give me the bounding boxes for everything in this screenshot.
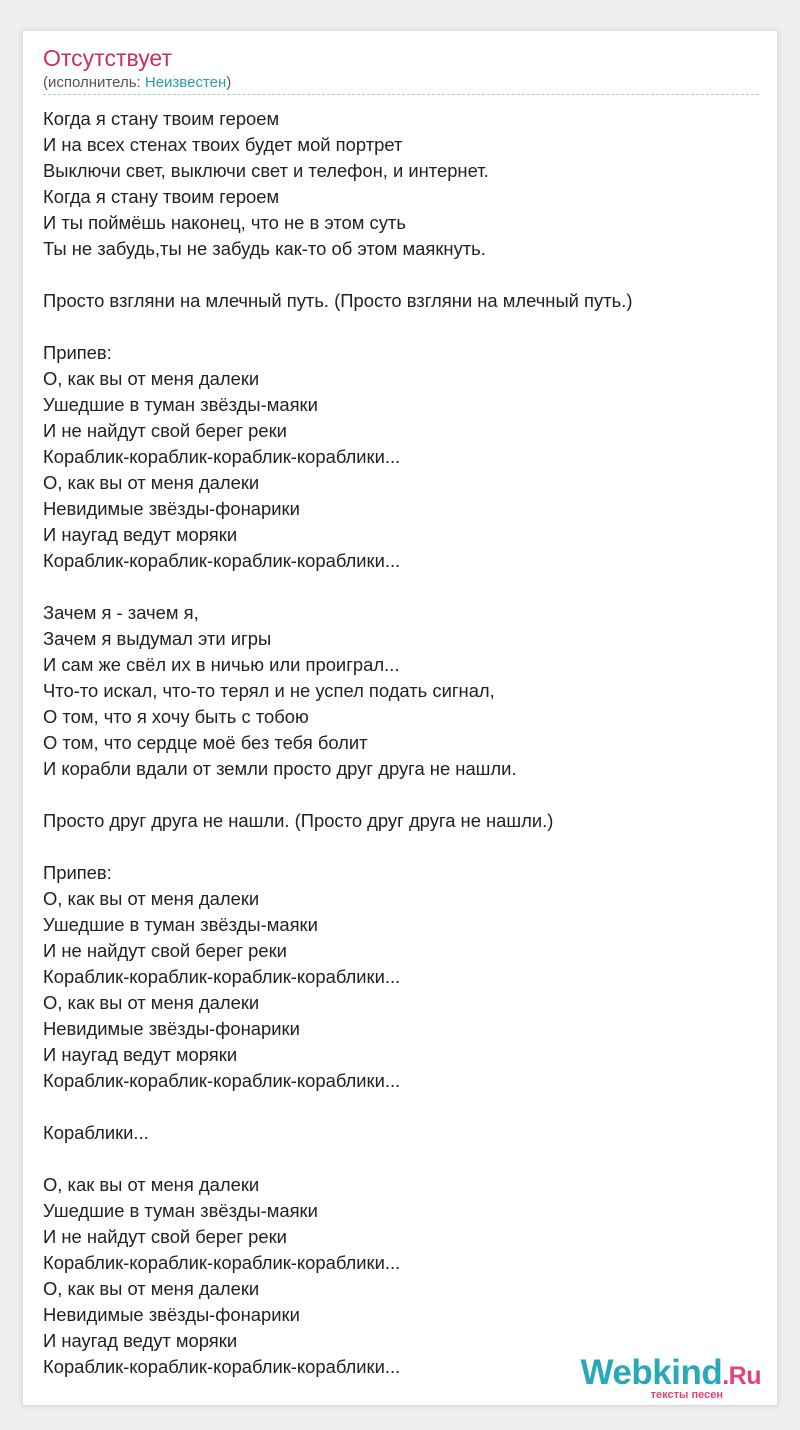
lyric-line [43, 782, 759, 808]
lyric-line: Просто друг друга не нашли. (Просто друг друга не нашли.) [43, 810, 554, 831]
lyric-line: И на всех стенах твоих будет мой портрет [43, 134, 403, 155]
lyric-line: О, как вы от меня далеки [43, 888, 260, 909]
lyric-line: Кораблик-кораблик-кораблик-кораблики... [43, 1070, 401, 1091]
dashed-divider [43, 94, 759, 95]
lyric-line: Когда я стану твоим героем [43, 186, 280, 207]
lyric-line: О том, что я хочу быть с тобою [43, 706, 309, 727]
lyric-line: Кораблик-кораблик-кораблик-кораблики... [43, 446, 401, 467]
lyric-line: Что-то искал, что-то терял и не успел подать сигнал, [43, 680, 495, 701]
lyric-line: Просто взгляни на млечный путь. (Просто взгляни на млечный путь.) [43, 290, 633, 311]
lyric-line: Кораблики... [43, 1122, 149, 1143]
song-title: Отсутствует [43, 45, 172, 71]
lyrics-text [43, 106, 759, 1380]
lyric-line: И наугад ведут моряки [43, 1330, 238, 1351]
lyric-line [43, 1146, 759, 1172]
lyric-line: И наугад ведут моряки [43, 1044, 238, 1065]
lyric-line: Выключи свет, выключи свет и телефон, и интернет. [43, 160, 489, 181]
lyric-line: Ушедшие в туман звёзды-маяки [43, 1200, 318, 1221]
logo-tagline: тексты песен [650, 1389, 723, 1401]
artist-suffix: ) [226, 74, 232, 91]
lyric-line: Невидимые звёзды-фонарики [43, 498, 300, 519]
lyric-line: Кораблик-кораблик-кораблик-кораблики... [43, 1252, 401, 1273]
lyric-line: И ты поймёшь наконец, что не в этом суть [43, 212, 406, 233]
lyric-line: Припев: [43, 862, 112, 883]
lyric-line: О, как вы от меня далеки [43, 992, 260, 1013]
lyric-line: И наугад ведут моряки [43, 524, 238, 545]
lyric-line: Зачем я - зачем я, [43, 602, 199, 623]
lyric-line [43, 262, 759, 288]
lyric-line [43, 834, 759, 860]
lyric-line: Когда я стану твоим героем [43, 108, 280, 129]
lyric-line: Невидимые звёзды-фонарики [43, 1304, 300, 1325]
artist-prefix: (исполнитель: [43, 74, 145, 91]
lyric-line: Кораблик-кораблик-кораблик-кораблики... [43, 966, 401, 987]
artist-link[interactable]: Неизвестен [144, 74, 227, 91]
logo-word: Webkind [580, 1353, 723, 1392]
lyric-line: Зачем я выдумал эти игры [43, 628, 272, 649]
lyric-line: И корабли вдали от земли просто друг друга не нашли. [43, 758, 517, 779]
lyric-line: Ушедшие в туман звёзды-маяки [43, 914, 318, 935]
lyric-line: О, как вы от меня далеки [43, 368, 260, 389]
artist-line [43, 74, 231, 92]
lyric-line: Кораблик-кораблик-кораблик-кораблики... [43, 550, 401, 571]
lyric-line: Кораблик-кораблик-кораблик-кораблики... [43, 1356, 401, 1377]
site-logo[interactable] [569, 1353, 769, 1401]
lyric-line: Невидимые звёзды-фонарики [43, 1018, 300, 1039]
lyric-line: О том, что сердце моё без тебя болит [43, 732, 368, 753]
lyric-line: Ушедшие в туман звёзды-маяки [43, 394, 318, 415]
lyric-line: И сам же свёл их в ничью или проиграл... [43, 654, 400, 675]
logo-tld: .Ru [722, 1362, 761, 1390]
lyric-line: О, как вы от меня далеки [43, 1278, 260, 1299]
lyric-line: Припев: [43, 342, 112, 363]
lyric-line: И не найдут свой берег реки [43, 940, 287, 961]
lyric-line: И не найдут свой берег реки [43, 420, 287, 441]
lyric-line: О, как вы от меня далеки [43, 472, 260, 493]
lyric-line: И не найдут свой берег реки [43, 1226, 287, 1247]
lyric-line [43, 574, 759, 600]
lyrics-card [22, 30, 778, 1406]
lyric-line [43, 314, 759, 340]
lyric-line: О, как вы от меня далеки [43, 1174, 260, 1195]
lyric-line [43, 1094, 759, 1120]
lyric-line: Ты не забудь,ты не забудь как-то об этом маякнуть. [43, 238, 486, 259]
